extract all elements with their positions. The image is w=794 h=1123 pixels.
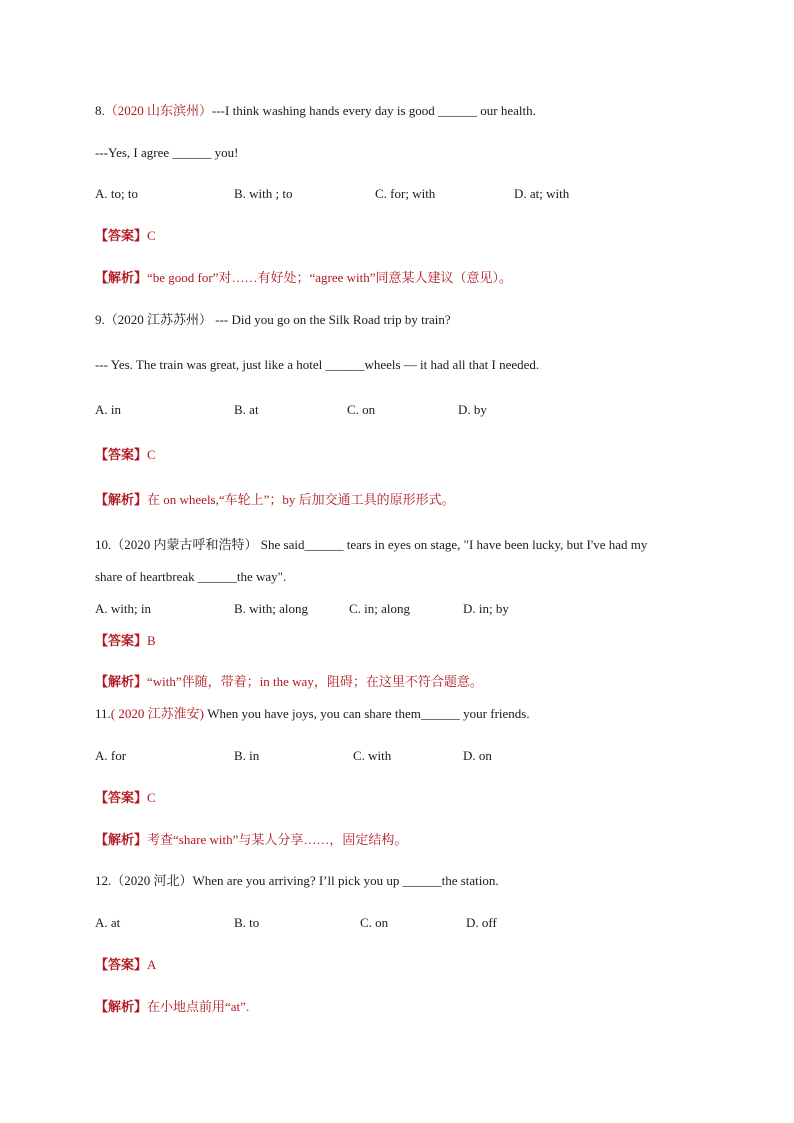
question-9-stem <box>95 311 451 329</box>
analysis-text: 在小地点前用“at”. <box>147 999 250 1014</box>
analysis-text: “be good for”对……有好处；“agree with”同意某人建议（意见）。 <box>147 270 513 285</box>
option-b: B. with; along <box>234 601 309 616</box>
question-text: When you have joys, you can share them______ your friends. <box>203 706 530 721</box>
question-8-answer <box>95 227 156 245</box>
option-d: D. on <box>463 748 492 763</box>
option-a: A. in <box>95 402 121 417</box>
analysis-tag: 【解析】 <box>95 674 148 689</box>
question-text: ---I think washing hands every day is good ______ our health. <box>212 103 536 118</box>
option-a: A. to; to <box>95 186 138 201</box>
option-c: C. on <box>347 402 376 417</box>
option-b: B. with ; to <box>234 186 293 201</box>
question-10-stem-line2 <box>95 568 286 586</box>
option-c: C. in; along <box>349 601 411 616</box>
question-number: 12. <box>95 873 112 888</box>
question-number: 9. <box>95 312 105 327</box>
option-c: C. with <box>353 748 392 763</box>
question-text: When are you arriving? I’ll pick you up ______the station. <box>192 873 499 888</box>
question-11-analysis <box>95 831 407 849</box>
question-8-stem <box>95 102 536 120</box>
answer-value: A <box>147 957 157 972</box>
analysis-tag: 【解析】 <box>95 492 148 507</box>
answer-value: B <box>147 633 156 648</box>
question-9-stem-line2 <box>95 356 539 374</box>
answer-value: C <box>147 228 156 243</box>
question-text: She said______ tears in eyes on stage, "I have been lucky, but I've had my <box>257 537 648 552</box>
option-d: D. off <box>466 915 497 930</box>
option-b: B. in <box>234 748 260 763</box>
option-d: D. at; with <box>514 186 570 201</box>
option-a: A. at <box>95 915 121 930</box>
answer-tag: 【答案】 <box>95 447 148 462</box>
question-text: --- Yes. The train was great, just like a hotel ______wheels — it had all that I needed. <box>95 357 540 372</box>
analysis-text: “with”伴随，带着；in the way，阻碍；在这里不符合题意。 <box>147 674 483 689</box>
question-text: ---Yes, I agree ______ you! <box>95 145 239 160</box>
question-12-stem <box>95 872 499 890</box>
analysis-tag: 【解析】 <box>95 999 148 1014</box>
option-d: D. in; by <box>463 601 509 616</box>
question-number: 11. <box>95 706 111 721</box>
question-12-answer <box>95 956 156 974</box>
question-10-analysis <box>95 673 483 691</box>
question-number: 8. <box>95 103 105 118</box>
analysis-tag: 【解析】 <box>95 832 148 847</box>
analysis-text: 考查“share with”与某人分享……，固定结构。 <box>147 832 408 847</box>
answer-tag: 【答案】 <box>95 633 148 648</box>
question-source: （2020 河北） <box>111 873 193 888</box>
question-text: --- Did you go on the Silk Road trip by train? <box>212 312 451 327</box>
option-c: C. for; with <box>375 186 436 201</box>
question-12-analysis <box>95 998 249 1016</box>
option-a: A. with; in <box>95 601 151 616</box>
question-10-answer <box>95 632 156 650</box>
question-number: 10. <box>95 537 112 552</box>
answer-value: C <box>147 447 156 462</box>
question-source: ( 2020 江苏淮安) <box>110 706 204 721</box>
answer-tag: 【答案】 <box>95 790 148 805</box>
analysis-text: 在 on wheels,“车轮上”；by 后加交通工具的原形形式。 <box>147 492 455 507</box>
question-9-answer <box>95 446 156 464</box>
analysis-tag: 【解析】 <box>95 270 148 285</box>
question-9-analysis <box>95 491 455 509</box>
question-11-answer <box>95 789 156 807</box>
question-source: （2020 山东滨州） <box>104 103 213 118</box>
answer-tag: 【答案】 <box>95 957 148 972</box>
question-8-stem-line2 <box>95 144 238 162</box>
option-b: B. to <box>234 915 260 930</box>
question-text: share of heartbreak ______the way". <box>95 569 287 584</box>
option-a: A. for <box>95 748 127 763</box>
question-10-stem <box>95 536 647 554</box>
question-source: （2020 江苏苏州） <box>104 312 213 327</box>
option-c: C. on <box>360 915 389 930</box>
answer-value: C <box>147 790 156 805</box>
answer-tag: 【答案】 <box>95 228 148 243</box>
question-11-stem <box>95 705 530 723</box>
question-source: （2020 内蒙古呼和浩特） <box>111 537 258 552</box>
option-d: D. by <box>458 402 487 417</box>
option-b: B. at <box>234 402 259 417</box>
question-8-analysis <box>95 269 512 287</box>
